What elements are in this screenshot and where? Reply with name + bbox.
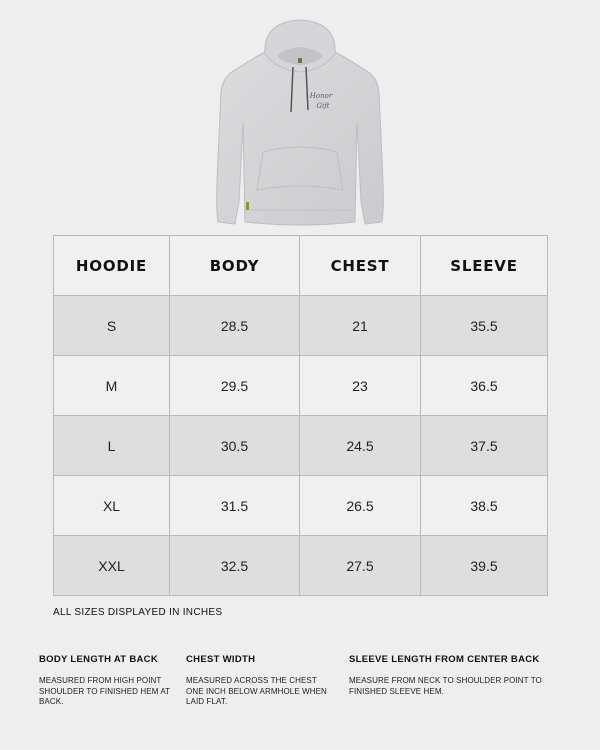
size-cell: XXL xyxy=(54,536,170,596)
header-hoodie: HOODIE xyxy=(54,236,170,296)
grey-hoodie-image xyxy=(205,12,395,230)
sleeve-cell: 37.5 xyxy=(421,416,548,476)
size-cell: L xyxy=(54,416,170,476)
header-body: BODY xyxy=(170,236,300,296)
chest-cell: 27.5 xyxy=(300,536,421,596)
svg-text:Gift: Gift xyxy=(316,102,330,110)
definition-title: CHEST WIDTH xyxy=(186,654,256,665)
table-row-xxl xyxy=(54,536,548,596)
definition-sleeve-length xyxy=(349,654,564,697)
sleeve-cell: 35.5 xyxy=(421,296,548,356)
sleeve-cell: 36.5 xyxy=(421,356,548,416)
definition-text: MEASURED ACROSS THE CHEST ONE INCH BELOW ARMHOLE WHEN LAID FLAT. xyxy=(186,676,327,706)
definition-title: BODY LENGTH AT BACK xyxy=(39,654,158,665)
body-cell: 32.5 xyxy=(170,536,300,596)
definition-body-length xyxy=(39,654,179,708)
body-cell: 28.5 xyxy=(170,296,300,356)
table-row-s xyxy=(54,296,548,356)
chest-cell: 24.5 xyxy=(300,416,421,476)
chest-cell: 23 xyxy=(300,356,421,416)
body-cell: 31.5 xyxy=(170,476,300,536)
size-cell: XL xyxy=(54,476,170,536)
hoodie-product-image xyxy=(205,12,395,230)
chest-cell: 26.5 xyxy=(300,476,421,536)
size-cell: S xyxy=(54,296,170,356)
definition-title: SLEEVE LENGTH FROM CENTER BACK xyxy=(349,654,540,665)
body-cell: 30.5 xyxy=(170,416,300,476)
sleeve-cell: 38.5 xyxy=(421,476,548,536)
table-header-row xyxy=(54,236,548,296)
table-row-xl xyxy=(54,476,548,536)
header-sleeve: SLEEVE xyxy=(421,236,548,296)
table-row-l xyxy=(54,416,548,476)
header-chest: CHEST xyxy=(300,236,421,296)
size-chart-table xyxy=(53,235,548,596)
definition-text: MEASURE FROM NECK TO SHOULDER POINT TO FINISHED SLEEVE HEM. xyxy=(349,676,542,696)
sleeve-cell: 39.5 xyxy=(421,536,548,596)
chest-cell: 21 xyxy=(300,296,421,356)
size-cell: M xyxy=(54,356,170,416)
body-cell: 29.5 xyxy=(170,356,300,416)
definition-chest-width xyxy=(186,654,336,708)
chest-logo: Honor xyxy=(309,92,333,100)
units-note: ALL SIZES DISPLAYED IN INCHES xyxy=(53,607,223,618)
definition-text: MEASURED FROM HIGH POINT SHOULDER TO FINISHED HEM AT BACK. xyxy=(39,676,171,706)
table-row-m xyxy=(54,356,548,416)
